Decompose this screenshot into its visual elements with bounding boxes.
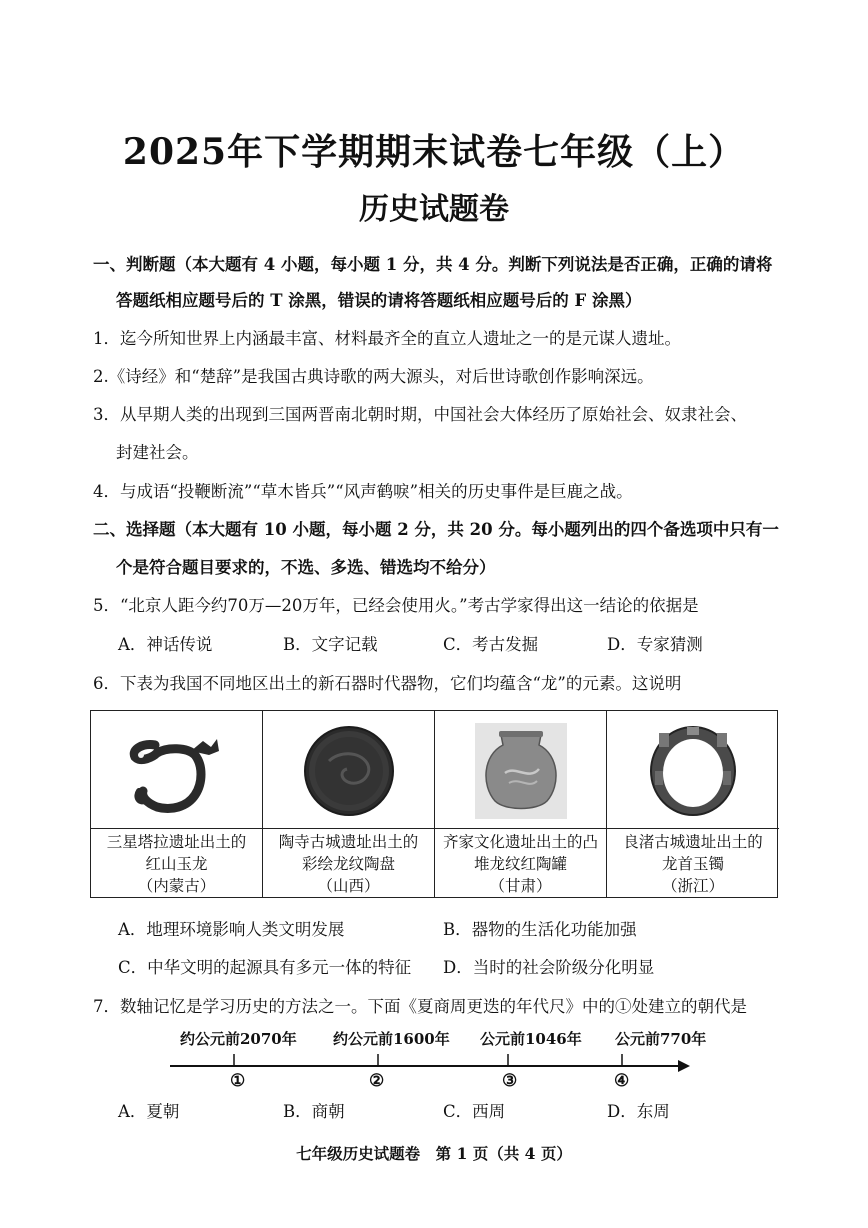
artifact-cell <box>263 711 435 897</box>
q5-option-a: A．神话传说 <box>118 635 213 654</box>
artifact-caption-region: （内蒙古） <box>137 877 216 895</box>
timeline-axis <box>168 1046 692 1074</box>
q5-option-c: C．考古发掘 <box>443 635 539 654</box>
q6-option-a: A．地理环境影响人类文明发展 <box>118 920 345 939</box>
question-3-cont: 封建社会。 <box>116 443 199 462</box>
q7-option-a: A．夏朝 <box>118 1102 180 1121</box>
artifact-image <box>91 711 262 829</box>
question-6: 6．下表为我国不同地区出土的新石器时代器物，它们均蕴含“龙”的元素。这说明 <box>93 674 682 693</box>
timeline-mark: ② <box>369 1071 385 1091</box>
timeline-mark: ① <box>230 1071 246 1091</box>
artifact-caption-line1: 齐家文化遗址出土的凸 <box>442 833 598 851</box>
artifact-cell <box>435 711 607 897</box>
artifact-caption-line2: 彩绘龙纹陶盘 <box>301 855 395 873</box>
section1-heading-cont: 答题纸相应题号后的 T 涂黑，错误的请将答题纸相应题号后的 F 涂黑） <box>116 291 642 310</box>
question-5: 5．“北京人距今约70万—20万年，已经会使用火。”考古学家得出这一结论的依据是 <box>93 596 699 615</box>
jade-bracelet-icon <box>607 711 779 828</box>
question-4: 4．与成语“投鞭断流”“草木皆兵”“风声鹤唳”相关的历史事件是巨鹿之战。 <box>93 482 633 501</box>
artifact-caption-region: （甘肃） <box>489 877 552 895</box>
timeline-mark: ③ <box>502 1071 518 1091</box>
artifact-caption-line2: 红山玉龙 <box>145 855 208 873</box>
page-title: 2025年下学期期末试卷七年级（上） <box>122 131 746 173</box>
timeline-label: 公元前1046年 <box>480 1030 582 1048</box>
painted-plate-icon <box>263 711 435 828</box>
question-3: 3．从早期人类的出现到三国两晋南北朝时期，中国社会大体经历了原始社会、奴隶社会、 <box>93 405 747 424</box>
section1-heading: 一、判断题（本大题有 4 小题，每小题 1 分，共 4 分。判断下列说法是否正确，正确的请将 <box>93 255 773 274</box>
timeline-label: 约公元前2070年 <box>180 1030 297 1048</box>
pottery-jar-icon <box>435 711 607 828</box>
q5-option-d: D．专家猜测 <box>607 635 703 654</box>
artifact-cell <box>91 711 263 897</box>
q7-option-b: B．商朝 <box>283 1102 345 1121</box>
q6-option-b: B．器物的生活化功能加强 <box>443 920 637 939</box>
artifact-caption-line2: 堆龙纹红陶罐 <box>473 855 567 873</box>
q7-option-d: D．东周 <box>607 1102 670 1121</box>
artifact-cell <box>607 711 779 897</box>
artifact-caption-line1: 三星塔拉遗址出土的 <box>106 833 247 851</box>
section2-heading: 二、选择题（本大题有 10 小题，每小题 2 分，共 20 分。每小题列出的四个备选项中只有一 <box>93 520 779 539</box>
q6-option-c: C．中华文明的起源具有多元一体的特征 <box>118 958 412 977</box>
question-2: 2.《诗经》和“楚辞”是我国古典诗歌的两大源头，对后世诗歌创作影响深远。 <box>93 367 654 386</box>
timeline-mark: ④ <box>614 1071 630 1091</box>
artifact-caption-line1: 良渚古城遗址出土的 <box>623 833 763 851</box>
page-subtitle: 历史试题卷 <box>359 192 509 227</box>
question-1: 1．迄今所知世界上内涵最丰富、材料最齐全的直立人遗址之一的是元谋人遗址。 <box>93 329 681 348</box>
timeline-label: 约公元前1600年 <box>333 1030 450 1048</box>
artifact-image <box>607 711 779 829</box>
question-7: 7．数轴记忆是学习历史的方法之一。下面《夏商周更迭的年代尺》中的①处建立的朝代是 <box>93 997 747 1016</box>
artifact-caption-line2: 龙首玉镯 <box>661 855 724 873</box>
q7-option-c: C．西周 <box>443 1102 506 1121</box>
artifact-caption-region: （山西） <box>317 877 380 895</box>
section2-heading-cont: 个是符合题目要求的，不选、多选、错选均不给分） <box>116 558 496 577</box>
artifact-table <box>90 710 778 898</box>
timeline-label: 公元前770年 <box>615 1030 707 1048</box>
jade-dragon-icon <box>91 711 263 828</box>
q5-option-b: B．文字记载 <box>283 635 378 654</box>
artifact-caption-line1: 陶寺古城遗址出土的 <box>278 833 419 851</box>
artifact-image <box>263 711 434 829</box>
q6-option-d: D．当时的社会阶级分化明显 <box>443 958 655 977</box>
artifact-image <box>435 711 606 829</box>
artifact-caption-region: （浙江） <box>661 877 724 895</box>
page-footer: 七年级历史试题卷 第 1 页（共 4 页） <box>296 1144 572 1163</box>
